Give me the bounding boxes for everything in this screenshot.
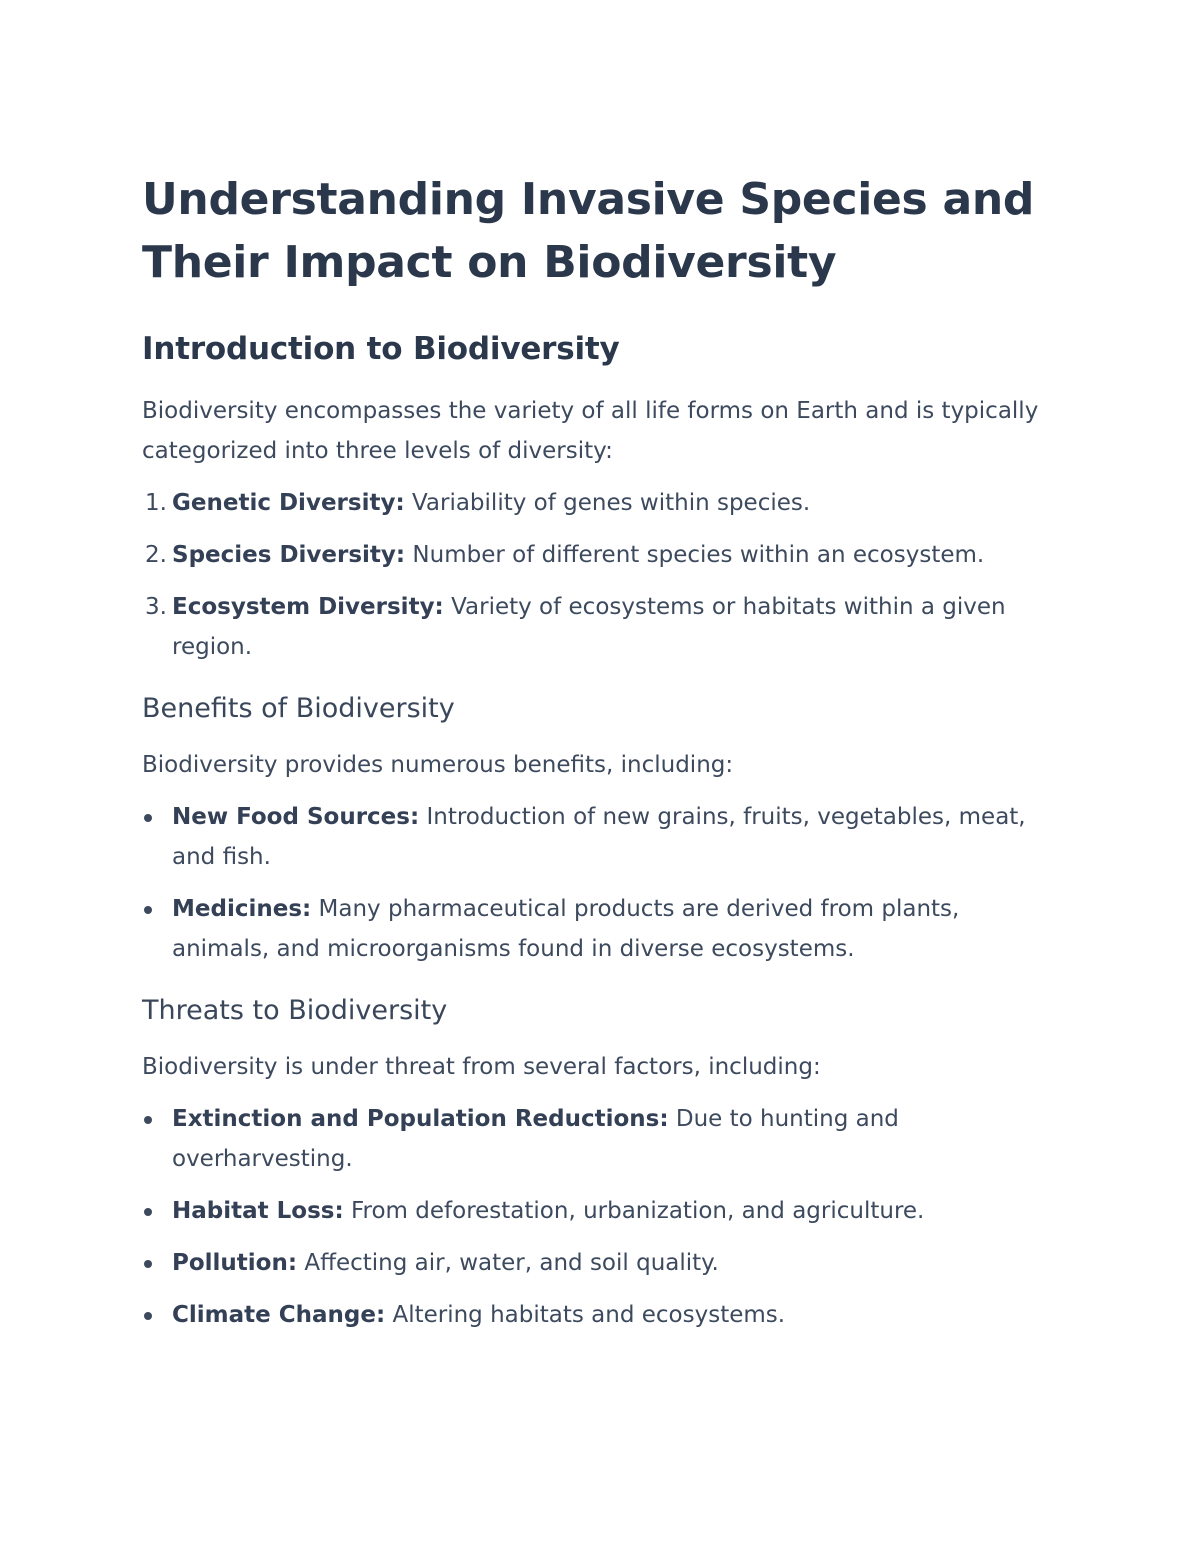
bullet-icon xyxy=(144,1116,152,1124)
list-item-text: Affecting air, water, and soil quality. xyxy=(297,1250,719,1276)
list-item-text: Introduction of new grains, fruits, vegetables, meat, and fish. xyxy=(172,804,1026,870)
list-item-text: Variety of ecosystems or habitats within a given region. xyxy=(172,594,1006,660)
list-item-term: New Food Sources: xyxy=(172,804,420,830)
benefits-list xyxy=(142,797,1062,969)
threats-paragraph: Biodiversity is under threat from several factors, including: xyxy=(142,1054,821,1080)
bullet-icon xyxy=(144,1260,152,1268)
list-item xyxy=(142,889,1062,969)
list-item-term: Extinction and Population Reductions: xyxy=(172,1106,669,1132)
list-item xyxy=(142,483,1062,523)
intro-paragraph: Biodiversity encompasses the variety of all life forms on Earth and is typically categorized into three levels of diversity: xyxy=(142,398,1039,464)
list-item-term: Medicines: xyxy=(172,896,312,922)
list-number: 1. xyxy=(145,490,167,516)
list-item-term: Climate Change: xyxy=(172,1302,386,1328)
list-item-text: From deforestation, urbanization, and agriculture. xyxy=(343,1198,925,1224)
list-item-term: Ecosystem Diversity: xyxy=(172,594,444,620)
list-item xyxy=(142,1295,1062,1335)
list-number: 3. xyxy=(145,594,167,620)
list-item xyxy=(142,1191,1062,1231)
list-item-term: Habitat Loss: xyxy=(172,1198,344,1224)
benefits-paragraph: Biodiversity provides numerous benefits, including: xyxy=(142,752,734,778)
list-number: 2. xyxy=(145,542,167,568)
benefits-heading: Benefits of Biodiversity xyxy=(142,693,455,724)
list-item-term: Species Diversity: xyxy=(172,542,406,568)
threats-list xyxy=(142,1099,1062,1335)
threats-heading: Threats to Biodiversity xyxy=(142,995,448,1026)
bullet-icon xyxy=(144,906,152,914)
list-item xyxy=(142,1099,1062,1179)
list-item xyxy=(142,797,1062,877)
list-item-text: Variability of genes within species. xyxy=(404,490,811,516)
list-item-text: Due to hunting and overharvesting. xyxy=(172,1106,899,1172)
intro-heading: Introduction to Biodiversity xyxy=(142,331,620,367)
bullet-icon xyxy=(144,1208,152,1216)
bullet-icon xyxy=(144,814,152,822)
list-item xyxy=(142,1243,1062,1283)
list-item-text: Many pharmaceutical products are derived from plants, animals, and microorganisms found in diverse ecosystems. xyxy=(172,896,960,962)
diversity-levels-list xyxy=(142,483,1062,667)
list-item xyxy=(142,587,1062,667)
list-item-term: Genetic Diversity: xyxy=(172,490,405,516)
list-item xyxy=(142,535,1062,575)
document-title: Understanding Invasive Species and Their Impact on Biodiversity xyxy=(142,174,1035,288)
list-item-term: Pollution: xyxy=(172,1250,298,1276)
document-page xyxy=(142,168,1062,1335)
list-item-text: Altering habitats and ecosystems. xyxy=(385,1302,786,1328)
bullet-icon xyxy=(144,1312,152,1320)
list-item-text: Number of different species within an ecosystem. xyxy=(405,542,985,568)
